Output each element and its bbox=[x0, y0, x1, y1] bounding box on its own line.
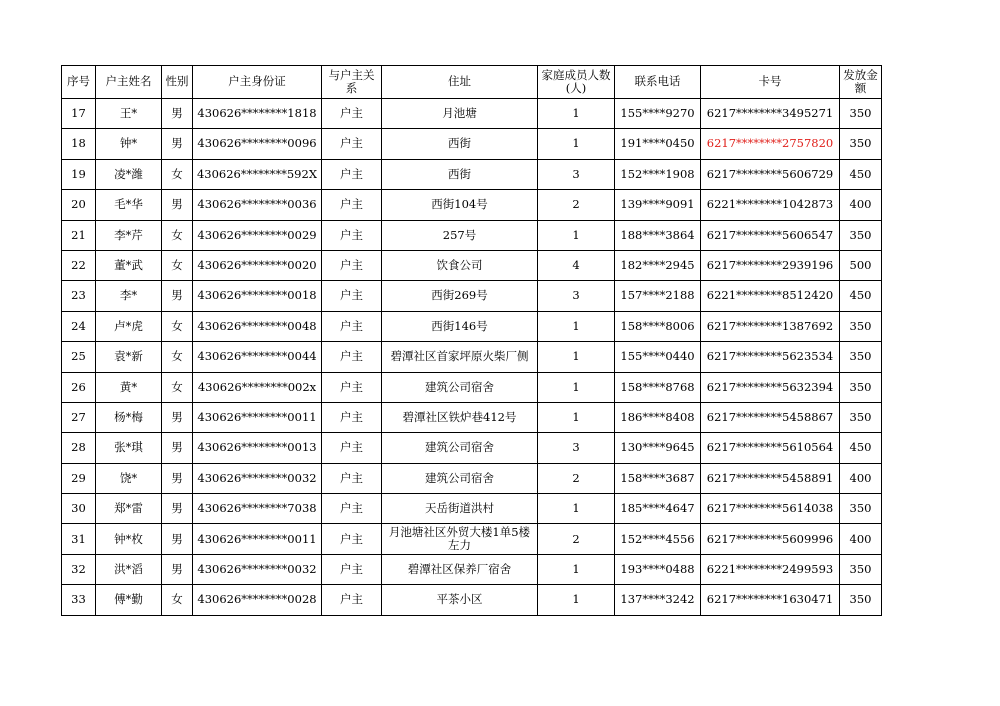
cell-relation: 户主 bbox=[322, 342, 382, 372]
cell-amount: 450 bbox=[840, 159, 882, 189]
header-card: 卡号 bbox=[701, 66, 840, 99]
cell-id: 430626********0013 bbox=[193, 433, 322, 463]
cell-name: 凌*潍 bbox=[96, 159, 162, 189]
cell-phone: 158****8768 bbox=[615, 372, 701, 402]
cell-amount: 350 bbox=[840, 402, 882, 432]
cell-gender: 男 bbox=[162, 554, 193, 584]
cell-amount: 450 bbox=[840, 433, 882, 463]
relief-payment-table bbox=[61, 65, 882, 616]
cell-name: 洪*滔 bbox=[96, 554, 162, 584]
cell-gender: 女 bbox=[162, 220, 193, 250]
cell-card: 6221********8512420 bbox=[701, 281, 840, 311]
cell-id: 430626********0020 bbox=[193, 250, 322, 280]
cell-members: 1 bbox=[538, 372, 615, 402]
cell-gender: 女 bbox=[162, 372, 193, 402]
cell-no: 22 bbox=[62, 250, 96, 280]
header-address: 住址 bbox=[382, 66, 538, 99]
cell-gender: 女 bbox=[162, 159, 193, 189]
cell-address: 西街146号 bbox=[382, 311, 538, 341]
cell-id: 430626********0028 bbox=[193, 585, 322, 615]
cell-relation: 户主 bbox=[322, 585, 382, 615]
cell-id: 430626********0032 bbox=[193, 554, 322, 584]
cell-card: 6217********5610564 bbox=[701, 433, 840, 463]
cell-phone: 152****4556 bbox=[615, 524, 701, 554]
header-relation: 与户主关系 bbox=[322, 66, 382, 99]
cell-name: 卢*虎 bbox=[96, 311, 162, 341]
table-row bbox=[62, 342, 882, 372]
cell-relation: 户主 bbox=[322, 524, 382, 554]
cell-name: 饶* bbox=[96, 463, 162, 493]
cell-card: 6217********5609996 bbox=[701, 524, 840, 554]
cell-gender: 女 bbox=[162, 250, 193, 280]
cell-amount: 350 bbox=[840, 220, 882, 250]
cell-address: 建筑公司宿舍 bbox=[382, 372, 538, 402]
cell-relation: 户主 bbox=[322, 402, 382, 432]
cell-amount: 400 bbox=[840, 190, 882, 220]
cell-members: 2 bbox=[538, 463, 615, 493]
cell-address: 月池塘 bbox=[382, 99, 538, 129]
cell-gender: 男 bbox=[162, 524, 193, 554]
cell-phone: 158****3687 bbox=[615, 463, 701, 493]
cell-relation: 户主 bbox=[322, 554, 382, 584]
header-gender: 性别 bbox=[162, 66, 193, 99]
cell-relation: 户主 bbox=[322, 250, 382, 280]
cell-amount: 400 bbox=[840, 524, 882, 554]
cell-phone: 185****4647 bbox=[615, 494, 701, 524]
cell-address: 天岳街道洪村 bbox=[382, 494, 538, 524]
cell-relation: 户主 bbox=[322, 433, 382, 463]
cell-members: 1 bbox=[538, 311, 615, 341]
cell-name: 傅*勤 bbox=[96, 585, 162, 615]
cell-phone: 191****0450 bbox=[615, 129, 701, 159]
cell-no: 31 bbox=[62, 524, 96, 554]
cell-phone: 182****2945 bbox=[615, 250, 701, 280]
cell-no: 23 bbox=[62, 281, 96, 311]
cell-relation: 户主 bbox=[322, 494, 382, 524]
cell-address: 碧潭社区首家坪原火柴厂侧 bbox=[382, 342, 538, 372]
cell-phone: 155****0440 bbox=[615, 342, 701, 372]
cell-no: 25 bbox=[62, 342, 96, 372]
cell-amount: 400 bbox=[840, 463, 882, 493]
table-row bbox=[62, 311, 882, 341]
cell-members: 1 bbox=[538, 99, 615, 129]
cell-address: 建筑公司宿舍 bbox=[382, 463, 538, 493]
cell-no: 18 bbox=[62, 129, 96, 159]
cell-id: 430626********7038 bbox=[193, 494, 322, 524]
cell-card: 6217********3495271 bbox=[701, 99, 840, 129]
cell-card: 6217********5632394 bbox=[701, 372, 840, 402]
cell-card: 6221********2499593 bbox=[701, 554, 840, 584]
cell-phone: 137****3242 bbox=[615, 585, 701, 615]
cell-relation: 户主 bbox=[322, 281, 382, 311]
cell-phone: 158****8006 bbox=[615, 311, 701, 341]
cell-address: 西街 bbox=[382, 159, 538, 189]
cell-phone: 155****9270 bbox=[615, 99, 701, 129]
cell-address: 257号 bbox=[382, 220, 538, 250]
cell-id: 430626********0048 bbox=[193, 311, 322, 341]
cell-address: 西街269号 bbox=[382, 281, 538, 311]
header-name: 户主姓名 bbox=[96, 66, 162, 99]
cell-id: 430626********0032 bbox=[193, 463, 322, 493]
cell-card: 6217********2757820 bbox=[701, 129, 840, 159]
header-id: 户主身份证 bbox=[193, 66, 322, 99]
cell-name: 毛*华 bbox=[96, 190, 162, 220]
cell-gender: 男 bbox=[162, 494, 193, 524]
cell-gender: 女 bbox=[162, 585, 193, 615]
cell-phone: 157****2188 bbox=[615, 281, 701, 311]
cell-relation: 户主 bbox=[322, 463, 382, 493]
cell-name: 袁*新 bbox=[96, 342, 162, 372]
table-row bbox=[62, 281, 882, 311]
cell-name: 张*琪 bbox=[96, 433, 162, 463]
cell-amount: 350 bbox=[840, 99, 882, 129]
cell-id: 430626********0011 bbox=[193, 402, 322, 432]
cell-relation: 户主 bbox=[322, 311, 382, 341]
table-body bbox=[62, 99, 882, 616]
cell-members: 1 bbox=[538, 220, 615, 250]
table-row bbox=[62, 402, 882, 432]
table-row bbox=[62, 159, 882, 189]
cell-name: 钟*枚 bbox=[96, 524, 162, 554]
cell-relation: 户主 bbox=[322, 129, 382, 159]
cell-card: 6217********5614038 bbox=[701, 494, 840, 524]
table-row bbox=[62, 585, 882, 615]
cell-members: 1 bbox=[538, 129, 615, 159]
cell-members: 2 bbox=[538, 190, 615, 220]
cell-amount: 350 bbox=[840, 372, 882, 402]
cell-address: 平茶小区 bbox=[382, 585, 538, 615]
cell-no: 26 bbox=[62, 372, 96, 402]
cell-members: 3 bbox=[538, 281, 615, 311]
cell-no: 19 bbox=[62, 159, 96, 189]
cell-no: 28 bbox=[62, 433, 96, 463]
header-amount: 发放金额 bbox=[840, 66, 882, 99]
cell-no: 27 bbox=[62, 402, 96, 432]
cell-address: 西街104号 bbox=[382, 190, 538, 220]
cell-card: 6221********1042873 bbox=[701, 190, 840, 220]
cell-amount: 350 bbox=[840, 554, 882, 584]
cell-gender: 女 bbox=[162, 342, 193, 372]
table-row bbox=[62, 129, 882, 159]
cell-amount: 500 bbox=[840, 250, 882, 280]
cell-amount: 350 bbox=[840, 342, 882, 372]
cell-gender: 男 bbox=[162, 129, 193, 159]
cell-phone: 139****9091 bbox=[615, 190, 701, 220]
cell-no: 29 bbox=[62, 463, 96, 493]
table-row bbox=[62, 99, 882, 129]
cell-card: 6217********1630471 bbox=[701, 585, 840, 615]
cell-relation: 户主 bbox=[322, 99, 382, 129]
cell-gender: 男 bbox=[162, 190, 193, 220]
cell-address: 西街 bbox=[382, 129, 538, 159]
cell-id: 430626********0018 bbox=[193, 281, 322, 311]
table-row bbox=[62, 524, 882, 554]
cell-relation: 户主 bbox=[322, 159, 382, 189]
cell-id: 430626********0011 bbox=[193, 524, 322, 554]
table-row bbox=[62, 554, 882, 584]
cell-card: 6217********1387692 bbox=[701, 311, 840, 341]
table-row bbox=[62, 494, 882, 524]
header-members: 家庭成员人数(人) bbox=[538, 66, 615, 99]
table-row bbox=[62, 463, 882, 493]
cell-address: 碧潭社区铁炉巷412号 bbox=[382, 402, 538, 432]
cell-name: 董*武 bbox=[96, 250, 162, 280]
cell-address: 建筑公司宿舍 bbox=[382, 433, 538, 463]
cell-gender: 男 bbox=[162, 433, 193, 463]
table-row bbox=[62, 433, 882, 463]
cell-phone: 130****9645 bbox=[615, 433, 701, 463]
cell-no: 33 bbox=[62, 585, 96, 615]
cell-id: 430626********592X bbox=[193, 159, 322, 189]
cell-phone: 188****3864 bbox=[615, 220, 701, 250]
header-row bbox=[62, 66, 882, 99]
cell-members: 3 bbox=[538, 433, 615, 463]
cell-no: 21 bbox=[62, 220, 96, 250]
table-row bbox=[62, 372, 882, 402]
cell-name: 李*芹 bbox=[96, 220, 162, 250]
cell-members: 1 bbox=[538, 402, 615, 432]
cell-amount: 450 bbox=[840, 281, 882, 311]
cell-no: 17 bbox=[62, 99, 96, 129]
cell-id: 430626********0036 bbox=[193, 190, 322, 220]
cell-members: 1 bbox=[538, 494, 615, 524]
table-row bbox=[62, 220, 882, 250]
cell-relation: 户主 bbox=[322, 220, 382, 250]
cell-no: 20 bbox=[62, 190, 96, 220]
cell-amount: 350 bbox=[840, 494, 882, 524]
cell-members: 1 bbox=[538, 554, 615, 584]
cell-amount: 350 bbox=[840, 585, 882, 615]
cell-card: 6217********5458867 bbox=[701, 402, 840, 432]
cell-no: 30 bbox=[62, 494, 96, 524]
cell-members: 2 bbox=[538, 524, 615, 554]
cell-members: 3 bbox=[538, 159, 615, 189]
cell-phone: 193****0488 bbox=[615, 554, 701, 584]
cell-amount: 350 bbox=[840, 311, 882, 341]
cell-gender: 男 bbox=[162, 463, 193, 493]
cell-id: 430626********0096 bbox=[193, 129, 322, 159]
cell-members: 1 bbox=[538, 342, 615, 372]
cell-relation: 户主 bbox=[322, 372, 382, 402]
cell-id: 430626********0044 bbox=[193, 342, 322, 372]
cell-address: 饮食公司 bbox=[382, 250, 538, 280]
cell-name: 郑*雷 bbox=[96, 494, 162, 524]
cell-card: 6217********5606547 bbox=[701, 220, 840, 250]
cell-address: 月池塘社区外贸大楼1单5楼左力 bbox=[382, 524, 538, 554]
cell-gender: 男 bbox=[162, 99, 193, 129]
cell-name: 王* bbox=[96, 99, 162, 129]
cell-amount: 350 bbox=[840, 129, 882, 159]
cell-name: 黄* bbox=[96, 372, 162, 402]
cell-card: 6217********2939196 bbox=[701, 250, 840, 280]
cell-id: 430626********0029 bbox=[193, 220, 322, 250]
table-row bbox=[62, 250, 882, 280]
cell-gender: 男 bbox=[162, 402, 193, 432]
cell-card: 6217********5623534 bbox=[701, 342, 840, 372]
cell-id: 430626********002x bbox=[193, 372, 322, 402]
cell-name: 钟* bbox=[96, 129, 162, 159]
cell-phone: 152****1908 bbox=[615, 159, 701, 189]
cell-members: 4 bbox=[538, 250, 615, 280]
cell-phone: 186****8408 bbox=[615, 402, 701, 432]
cell-name: 李* bbox=[96, 281, 162, 311]
cell-relation: 户主 bbox=[322, 190, 382, 220]
cell-no: 24 bbox=[62, 311, 96, 341]
table-row bbox=[62, 190, 882, 220]
cell-card: 6217********5606729 bbox=[701, 159, 840, 189]
cell-gender: 男 bbox=[162, 281, 193, 311]
cell-name: 杨*梅 bbox=[96, 402, 162, 432]
header-no: 序号 bbox=[62, 66, 96, 99]
cell-members: 1 bbox=[538, 585, 615, 615]
cell-id: 430626********1818 bbox=[193, 99, 322, 129]
cell-address: 碧潭社区保养厂宿舍 bbox=[382, 554, 538, 584]
cell-card: 6217********5458891 bbox=[701, 463, 840, 493]
header-phone: 联系电话 bbox=[615, 66, 701, 99]
cell-gender: 女 bbox=[162, 311, 193, 341]
cell-no: 32 bbox=[62, 554, 96, 584]
